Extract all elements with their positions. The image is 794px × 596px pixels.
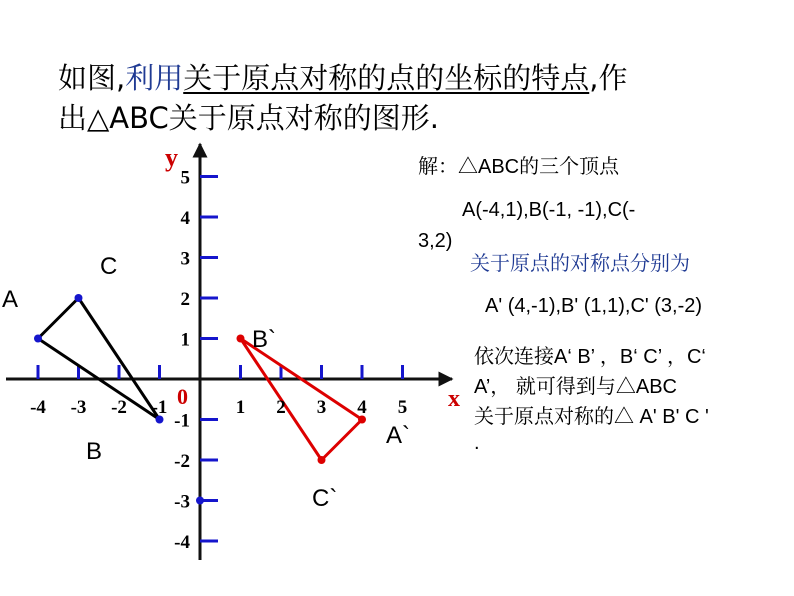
x-tick-label: 2 xyxy=(276,397,286,418)
x-tick-label: -4 xyxy=(30,397,46,418)
y-tick-label: 3 xyxy=(180,248,190,270)
vertex-C-point xyxy=(75,294,83,302)
vertex-C-prime-point xyxy=(318,456,326,464)
solution-line3a: 3,2) xyxy=(418,230,453,252)
vertex-A-point xyxy=(34,335,42,343)
triangle-abc xyxy=(38,298,160,420)
solution-line4: A' (4,-1),B' (1,1),C' (3,-2) xyxy=(485,295,703,317)
title-underlined: 关于原点对称的点的坐标的特点 xyxy=(183,61,590,95)
labels xyxy=(2,143,460,553)
x-tick-label: 1 xyxy=(235,397,246,418)
y-tick-label: 5 xyxy=(180,167,190,189)
y-tick-label: -2 xyxy=(174,451,190,472)
ticks xyxy=(38,177,403,542)
vertex-A-label: A xyxy=(2,286,19,313)
x-tick-label: -1 xyxy=(151,397,168,418)
y-tick-label: 2 xyxy=(180,289,190,310)
y-tick-label: -3 xyxy=(174,491,190,513)
vertex-C-label: C xyxy=(100,253,118,280)
vertex-B-prime-point xyxy=(237,335,245,343)
solution-line5: 依次连接A‘ B’ ，B‘ C’ ，C‘ xyxy=(474,346,706,368)
y-tick-label: 1 xyxy=(180,329,190,351)
y-tick-label: -4 xyxy=(174,532,190,553)
solution-line2: A(-4,1),B(-1, -1),C(- xyxy=(462,199,636,221)
y-tick-label: -1 xyxy=(174,410,190,432)
title-keyword: 利用 xyxy=(125,61,184,95)
solution-line6: A’， 就可得到与△ABC xyxy=(474,376,677,398)
solution-line8: . xyxy=(474,432,480,454)
x-axis-label: x xyxy=(448,386,460,412)
y-axis-label: y xyxy=(165,143,178,172)
vertex-A-prime-label: A` xyxy=(386,422,410,449)
solution-line1: 解：△ABC的三个顶点 xyxy=(418,156,620,178)
vertex-B-label: B xyxy=(86,438,103,465)
triangle-image xyxy=(241,339,363,461)
solution-line7: 关于原点对称的△ A' B' C ' xyxy=(474,406,709,428)
vertex-B-prime-label: B` xyxy=(252,326,276,353)
y-tick-label: 4 xyxy=(180,208,190,229)
title-prefix: 如图, xyxy=(58,61,126,95)
title-line2: 出△ABC关于原点对称的图形. xyxy=(58,101,439,135)
title-suffix: ,作 xyxy=(589,61,628,95)
x-tick-label: -2 xyxy=(111,397,127,418)
x-tick-label: 5 xyxy=(397,397,408,418)
solution-line3b: 关于原点的对称点分别为 xyxy=(470,253,690,275)
x-tick-label: 3 xyxy=(316,397,327,418)
x-tick-label: 4 xyxy=(357,397,367,418)
x-tick-label: -3 xyxy=(70,397,87,418)
axes xyxy=(6,144,452,560)
axis-point-y-neg3 xyxy=(196,497,204,505)
vertex-C-prime-label: C` xyxy=(312,485,338,512)
origin-label: 0 xyxy=(177,384,188,409)
